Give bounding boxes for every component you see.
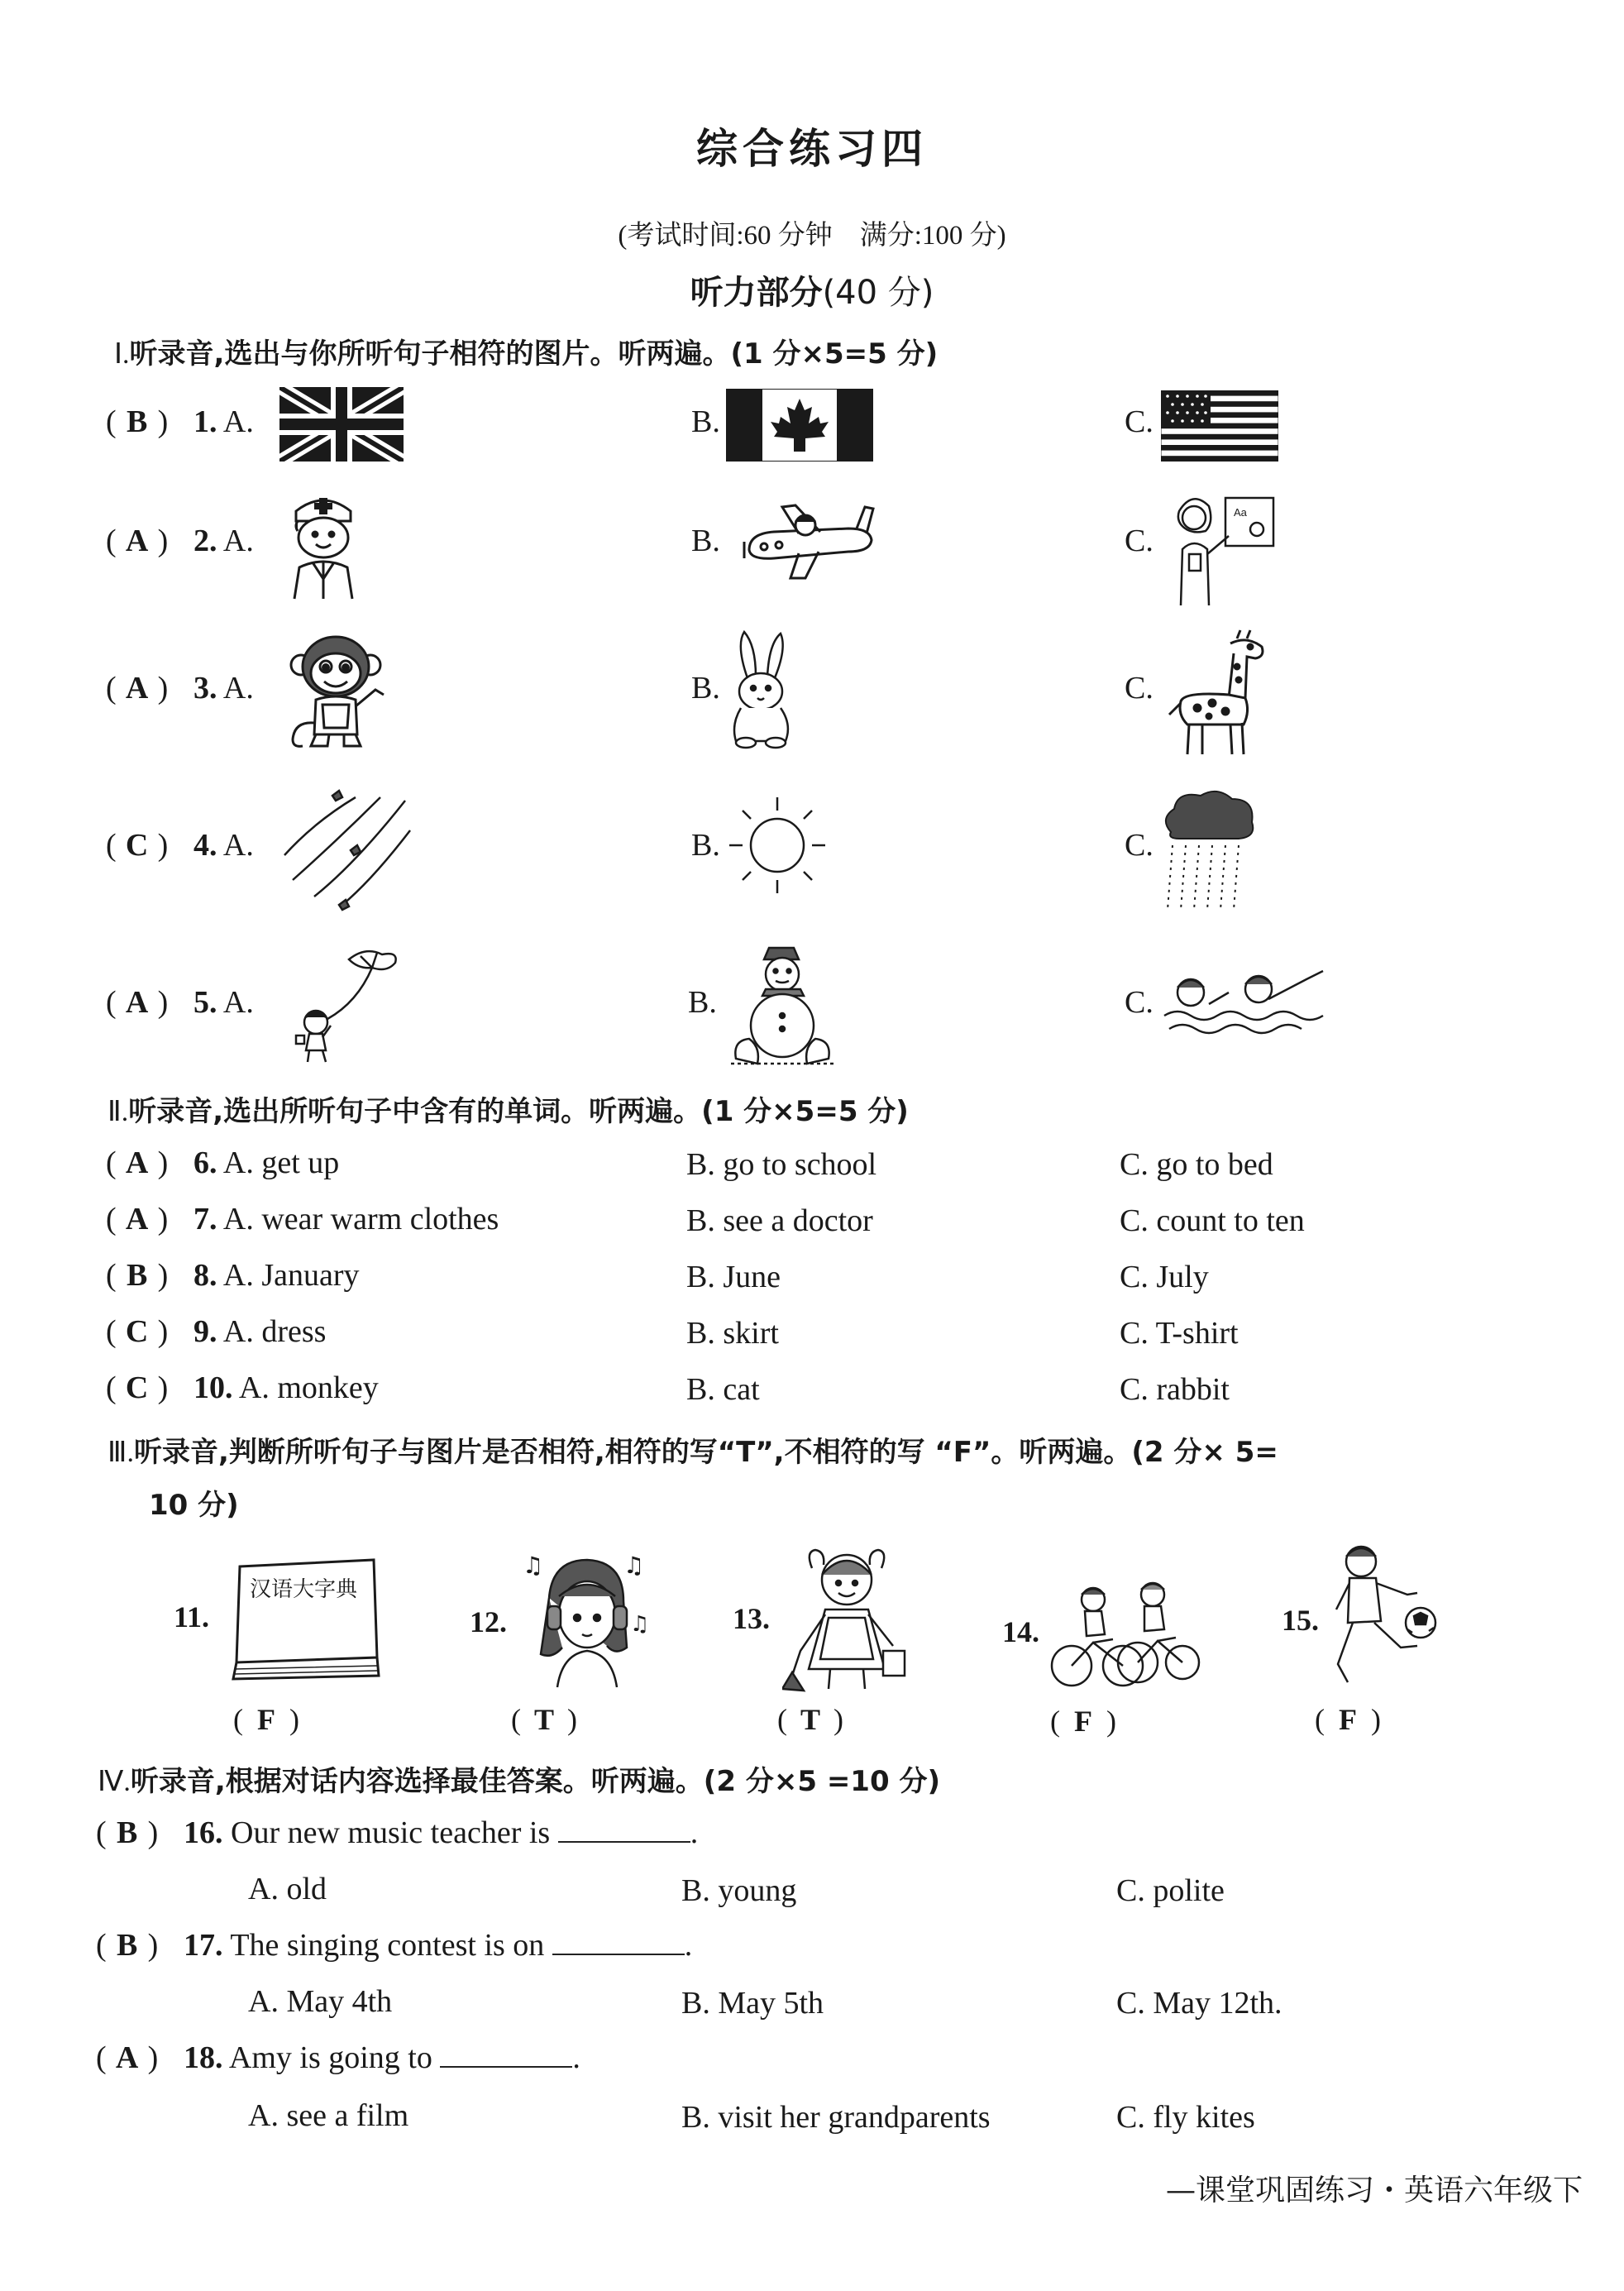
option-c: C. go to bed — [1120, 1147, 1273, 1182]
answer: C — [125, 828, 149, 863]
question-14-number: 14. — [1002, 1615, 1039, 1648]
question-1: ( B ) 1. A. — [106, 404, 254, 439]
section-4-heading — [98, 1758, 940, 1799]
option-c: C. July — [1120, 1260, 1209, 1294]
question-number: 4. — [193, 828, 217, 863]
answer: T — [800, 1703, 820, 1736]
question-4: ( C ) 4. A. — [106, 828, 254, 863]
option-b: B. see a doctor — [686, 1203, 873, 1238]
question-number: 18. — [184, 2040, 223, 2075]
question-number: 1. — [193, 404, 217, 439]
section-text: 听录音,选出所听句子中含有的单词。听两遍。(1 分×5=5 分) — [128, 1095, 909, 1128]
question-12-number: 12. — [470, 1605, 507, 1638]
girl-headphones-image — [516, 1548, 657, 1689]
svg-text:♫: ♫ — [623, 1552, 645, 1579]
section-number: Ⅰ. — [114, 339, 130, 370]
part-heading — [0, 266, 1624, 313]
option-b: B. visit her grandparents — [681, 2100, 991, 2135]
question-13-number: 13. — [733, 1602, 770, 1635]
monkey-image — [286, 630, 395, 749]
option-c: C. rabbit — [1120, 1372, 1230, 1407]
question-number: 16. — [184, 1815, 223, 1850]
doctor-image — [279, 486, 367, 600]
option-c: C. T-shirt — [1120, 1316, 1239, 1351]
part-points: (40 分) — [822, 274, 934, 312]
rabbit-image — [723, 629, 799, 751]
option-b: B. go to school — [686, 1147, 877, 1182]
answer: A — [125, 524, 149, 558]
answer: B — [126, 404, 148, 439]
windy-image — [281, 781, 413, 913]
bike-riders-image — [1047, 1576, 1201, 1692]
question-15-number: 15. — [1282, 1604, 1319, 1637]
question-5: ( A ) 5. A. — [106, 985, 254, 1020]
section-text: 10 分) — [149, 1489, 239, 1522]
question-14-answer: ( F ) — [1050, 1705, 1116, 1738]
option-c: C. polite — [1116, 1873, 1225, 1908]
section-2-heading — [107, 1088, 909, 1129]
svg-text:Aa: Aa — [1234, 506, 1247, 519]
answer-blank — [552, 1929, 685, 1955]
question-8: ( B ) 8. A. January — [106, 1258, 360, 1293]
question-3: ( A ) 3. A. — [106, 671, 254, 705]
boy-football-image — [1328, 1540, 1437, 1692]
girl-sweeping-image — [782, 1543, 915, 1692]
swimming-image — [1161, 963, 1326, 1039]
answer: B — [116, 1928, 138, 1963]
answer: C — [125, 1370, 149, 1405]
option-b: B. skirt — [686, 1316, 779, 1351]
option-a: A. January — [222, 1258, 360, 1293]
option-a: A. get up — [222, 1146, 340, 1180]
question-6: ( A ) 6. A. get up — [106, 1146, 340, 1180]
option-c: C. fly kites — [1116, 2100, 1255, 2135]
option-b: B. cat — [686, 1372, 760, 1407]
question-2: ( A ) 2. A. — [106, 524, 254, 558]
question-11-answer: ( F ) — [233, 1703, 299, 1736]
pilot-plane-image — [741, 500, 876, 581]
snowman-image — [728, 943, 837, 1067]
book-title: 汉语大字典 — [250, 1577, 358, 1602]
question-11-number: 11. — [174, 1600, 210, 1633]
question-7: ( A ) 7. A. wear warm clothes — [106, 1202, 499, 1236]
option-b: B. young — [681, 1873, 797, 1908]
option-a: A. see a film — [248, 2098, 409, 2133]
section-text: 听录音,选出与你所听句子相符的图片。听两遍。(1 分×5=5 分) — [129, 337, 939, 371]
part-title: 听力部分 — [690, 274, 823, 312]
svg-text:♫: ♫ — [630, 1612, 650, 1637]
rainy-image — [1159, 786, 1260, 915]
option-a: A. dress — [222, 1314, 327, 1349]
question-number: 10. — [193, 1370, 233, 1405]
question-stem: Our new music teacher is — [231, 1815, 551, 1850]
question-number: 9. — [193, 1314, 217, 1349]
question-17: ( B ) 17. The singing contest is on . — [96, 1928, 693, 1963]
question-number: 7. — [193, 1202, 217, 1236]
question-stem: Amy is going to — [228, 2040, 432, 2075]
section-number: Ⅳ. — [98, 1767, 131, 1797]
sunny-image — [728, 796, 827, 895]
section-number: Ⅲ. — [107, 1437, 134, 1468]
option-b: B. June — [686, 1260, 781, 1294]
question-number: 8. — [193, 1258, 217, 1293]
usa-flag-image — [1161, 390, 1278, 462]
option-c: C. count to ten — [1120, 1203, 1305, 1238]
question-number: 5. — [193, 985, 217, 1020]
page-title: 综合练习四 — [696, 125, 928, 173]
answer-blank — [440, 2041, 572, 2068]
question-stem: The singing contest is on — [230, 1928, 545, 1963]
answer: A — [115, 2040, 139, 2075]
question-13-answer: ( T ) — [777, 1703, 843, 1736]
page-footer: —课堂巩固练习・英语六年级下 — [1166, 2174, 1583, 2207]
section-number: Ⅱ. — [107, 1097, 129, 1127]
question-number: 6. — [193, 1146, 217, 1180]
teacher-image — [1168, 486, 1277, 607]
answer-blank — [558, 1816, 690, 1843]
question-number: 2. — [193, 524, 217, 558]
giraffe-image — [1164, 629, 1268, 758]
fly-kite-image — [291, 945, 404, 1064]
canada-flag-image — [726, 389, 873, 462]
answer: A — [125, 1202, 149, 1236]
section-1-heading — [114, 331, 938, 371]
option-a: A. old — [248, 1872, 327, 1906]
answer: C — [125, 1314, 149, 1349]
question-16: ( B ) 16. Our new music teacher is . — [96, 1815, 699, 1850]
exam-info: (考试时间:60 分钟 满分:100 分) — [618, 221, 1006, 251]
option-c: C. May 12th. — [1116, 1986, 1282, 2021]
question-9: ( C ) 9. A. dress — [106, 1314, 327, 1349]
question-15-answer: ( F ) — [1315, 1703, 1381, 1736]
option-a: A. monkey — [238, 1370, 379, 1405]
answer: A — [125, 671, 149, 705]
answer: B — [116, 1815, 138, 1850]
section-text: 听录音,判断所听句子与图片是否相符,相符的写“T”,不相符的写 “F”。听两遍。(2 分× 5= — [133, 1436, 1278, 1469]
question-number: 17. — [184, 1928, 223, 1963]
dictionary-image — [228, 1555, 382, 1687]
answer: A — [125, 1146, 149, 1180]
option-a: A. wear warm clothes — [222, 1202, 499, 1236]
answer: F — [257, 1703, 275, 1736]
section-3-heading — [107, 1429, 1278, 1470]
answer: F — [1074, 1705, 1092, 1738]
question-number: 3. — [193, 671, 217, 705]
question-10: ( C ) 10. A. monkey — [106, 1370, 379, 1405]
option-b: B. May 5th — [681, 1986, 824, 2021]
svg-text:♫: ♫ — [523, 1552, 544, 1579]
option-a: A. May 4th — [248, 1984, 393, 2019]
section-text: 听录音,根据对话内容选择最佳答案。听两遍。(2 分×5 =10 分) — [130, 1765, 940, 1798]
uk-flag-image — [279, 387, 404, 462]
answer: T — [533, 1703, 554, 1736]
answer: B — [126, 1258, 148, 1293]
question-18: ( A ) 18. Amy is going to . — [96, 2040, 580, 2075]
answer: A — [125, 985, 149, 1020]
question-12-answer: ( T ) — [511, 1703, 577, 1736]
section-3-heading-cont — [149, 1482, 239, 1523]
answer: F — [1339, 1703, 1357, 1736]
